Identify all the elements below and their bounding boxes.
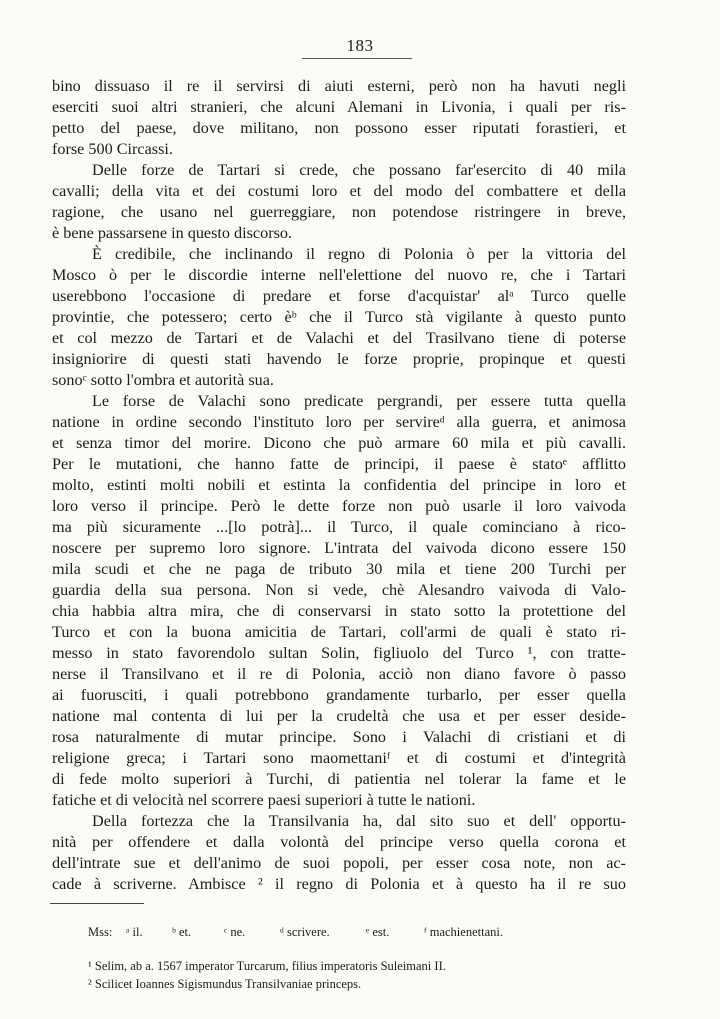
text-line: insigniorire di questi stati havendo le forze proprie, propinque et questi: [52, 350, 626, 368]
text-line: petto del paese, dove militano, non possono esser riputati forastieri, et: [52, 119, 626, 137]
variant-note: ᵈ scrivere.: [280, 925, 330, 939]
text-line: di fede molto superiori à Turchi, di patientia nel tolerar la fame et le: [52, 770, 626, 788]
text-line: nerse il Transilvano et il re di Polonia, acciò non diano favore ò passo: [52, 665, 626, 683]
text-line: eserciti suoi altri stranieri, che alcuni Alemani in Livonia, i quali per ris-: [52, 98, 626, 116]
text-line: et senza timor del morire. Dicono che può armare 60 mila et più cavalli.: [52, 434, 626, 452]
variant-note: ᵇ et.: [172, 925, 192, 939]
text-line: ma più sicuramente ...[lo potrà]... il Turco, il quale cominciano à rico-: [52, 518, 626, 536]
text-line: Della fortezza che la Transilvania ha, dal sito suo et dell' opportu-: [92, 812, 626, 830]
text-line: guardia della sua persona. Non si vede, chè Alesandro vaivoda di Valo-: [52, 581, 626, 599]
footnote-rule: [50, 903, 144, 904]
variant-note: ᵃ il.: [126, 925, 143, 939]
text-line: dell'intrate sue et dell'animo de suoi popoli, per esser cosa note, non ac-: [52, 854, 626, 872]
text-line: noscere per supremo loro signore. L'intrata del vaivoda dicono essere 150: [52, 539, 626, 557]
text-line: natione mal contenta di lui per la crudeltà che usa et per esser deside-: [52, 707, 626, 725]
variant-note: ᶠ machienettani.: [424, 925, 503, 939]
variant-note: ᵉ est.: [366, 925, 390, 939]
text-line: Mosco ò per le discordie interne nell'elettione del nuovo re, che i Tartari: [52, 266, 626, 284]
footnote: ¹ Selim, ab a. 1567 imperator Turcarum, filius imperatoris Suleimani II.: [88, 959, 446, 973]
text-line: Delle forze de Tartari si crede, che possano far'esercito di 40 mila: [92, 161, 626, 179]
text-line: fatiche et di velocità nel scorrere paesi superiori à tutte le nationi.: [52, 791, 476, 809]
text-line: natione in ordine secondo l'instituto loro per servireᵈ alla guerra, et animosa: [52, 413, 626, 431]
text-line: bino dissuaso il re il servirsi di aiuti esterni, però non ha havuti negli: [52, 77, 626, 95]
text-line: molto, estinti molti nobili et estinta la confidentia del principe in loro et: [52, 476, 626, 494]
text-line: chia habbia altra mira, che di conservarsi in stato sotto la protettione del: [52, 602, 626, 620]
text-line: religione greca; i Tartari sono maomettaniᶠ et di costumi et d'integrità: [52, 749, 626, 767]
text-line: Per le mutationi, che hanno fatte de principi, il paese è statoᵉ afflitto: [52, 455, 626, 473]
text-line: Turco et con la buona amicitia de Tartari, coll'armi de quali è stato ri-: [52, 623, 626, 641]
text-line: et col mezzo de Tartari et de Valachi et del Trasilvano tiene di poterse: [52, 329, 626, 347]
page-number: 183: [346, 36, 374, 55]
variants-label: Mss:: [88, 925, 113, 939]
page-number-rule: [302, 58, 412, 59]
text-line: mila scudi et che ne paga de tributo 30 mila et tiene 200 Turchi per: [52, 560, 626, 578]
text-line: è bene passarsene in questo discorso.: [52, 224, 293, 242]
text-line: rosa naturalmente di mutar principe. Sono i Valachi di cristiani et di: [52, 728, 626, 746]
text-line: È credibile, che inclinando il regno di Polonia ò per la vittoria del: [92, 245, 626, 263]
text-line: ai fuorusciti, i quali potrebbono grandamente turbarlo, per esser quella: [52, 686, 626, 704]
text-line: provintie, che potessero; certo èᵇ che il Turco stà vigilante à questo punto: [52, 308, 626, 326]
text-line: messo in stato favorendolo sultan Solin, figliuolo del Turco ¹, con tratte-: [52, 644, 626, 662]
text-line: loro verso il principe. Però le dette forze non può usarle il loro vaivoda: [52, 497, 626, 515]
text-line: nità per offendere et dalla volontà del principe verso quella corona et: [52, 833, 626, 851]
text-line: cavalli; della vita et dei costumi loro et del modo del combattere et della: [52, 182, 626, 200]
text-line: forse 500 Circassi.: [52, 140, 173, 158]
footnote: ² Scilicet Ioannes Sigismundus Transilvaniae princeps.: [88, 977, 362, 991]
text-line: Le forse de Valachi sono predicate pergrandi, per essere tutta quella: [92, 392, 626, 410]
text-line: sonoᶜ sotto l'ombra et autorità sua.: [52, 371, 274, 389]
text-line: userebbono l'occasione di predare et forse d'acquistar' alᵃ Turco quelle: [52, 287, 626, 305]
text-line: ragione, che usano nel guerreggiare, non potendose ristringere in breve,: [52, 203, 626, 221]
variant-note: ᶜ ne.: [224, 925, 246, 939]
text-line: cade à scriverne. Ambisce ² il regno di Polonia et à questo ha il re suo: [52, 875, 626, 893]
